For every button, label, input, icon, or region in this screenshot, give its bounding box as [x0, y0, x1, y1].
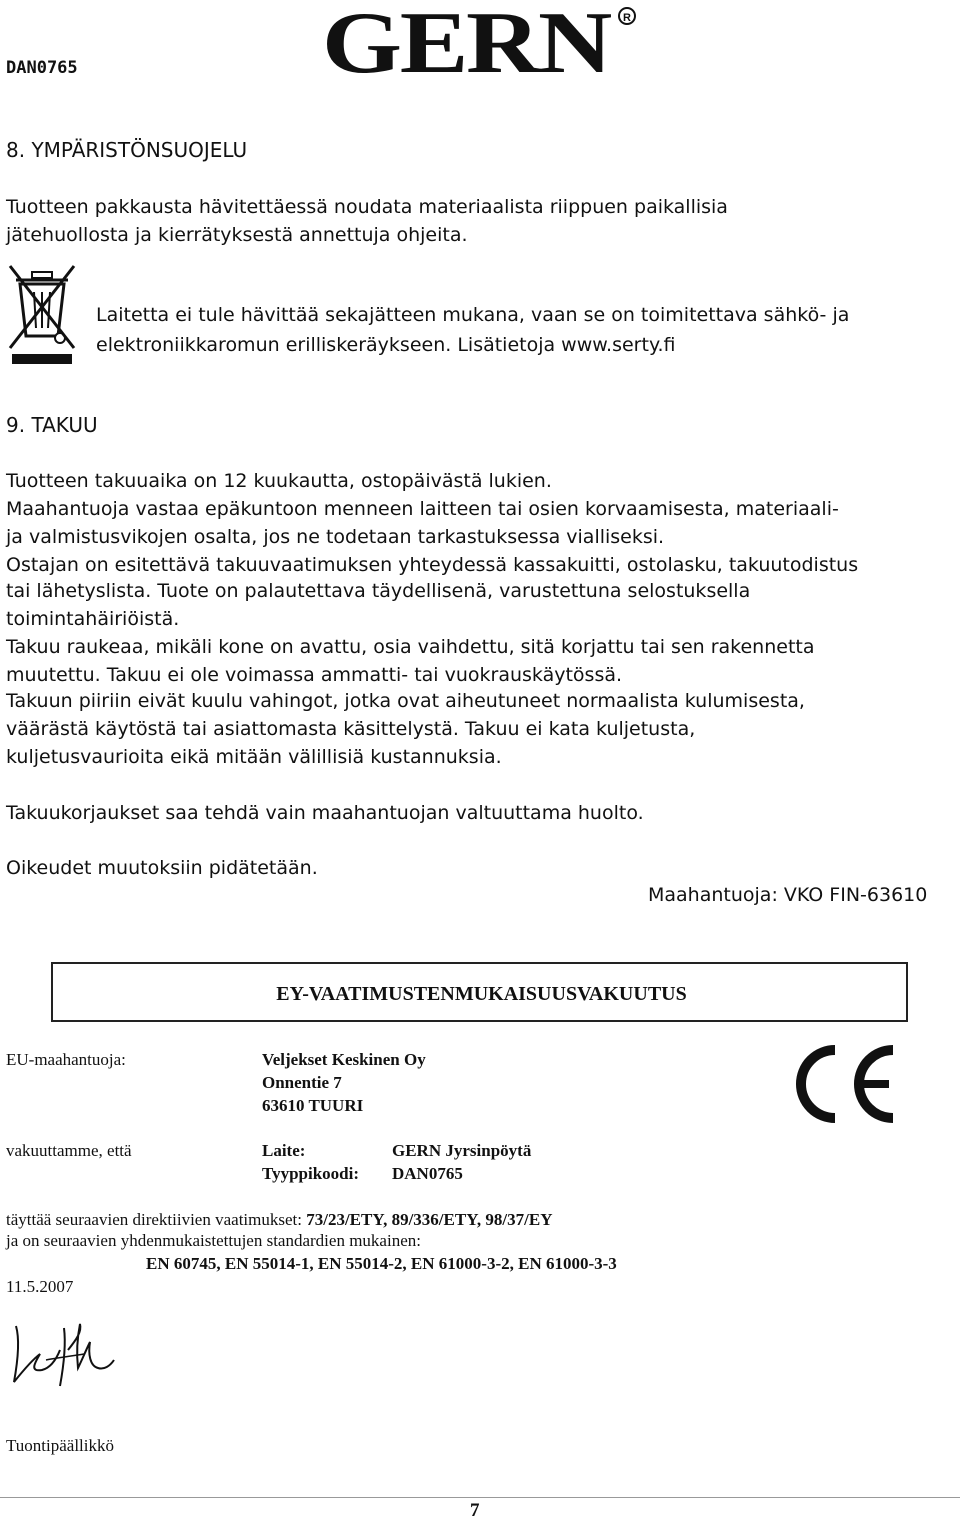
type-code-value: DAN0765	[392, 1164, 463, 1183]
device-value: GERN Jyrsinpöytä	[392, 1141, 532, 1160]
eu-importer-label: EU-maahantuoja:	[6, 1050, 126, 1069]
gern-logo	[322, 0, 642, 80]
section-8-paragraph-line: Tuotteen pakkausta hävitettäessä noudata materiaalista riippuen paikallisia	[6, 196, 728, 218]
warranty-line: väärästä käytöstä tai asiattomasta käsittelystä. Takuu ei kata kuljetusta,	[6, 718, 696, 740]
warranty-line: Tuotteen takuuaika on 12 kuukautta, ostopäivästä lukien.	[6, 470, 552, 492]
standards-value: EN 60745, EN 55014-1, EN 55014-2, EN 61000-3-2, EN 61000-3-3	[146, 1254, 617, 1273]
directives-line	[6, 1210, 552, 1230]
document-code: DAN0765	[6, 58, 78, 78]
declare-label: vakuuttamme, että	[6, 1141, 132, 1160]
warranty-line: Takuu raukeaa, mikäli kone on avattu, osia vaihdettu, sitä korjattu tai sen rakennetta	[6, 636, 815, 658]
warranty-line: Ostajan on esitettävä takuuvaatimuksen yhteydessä kassakuitti, ostolasku, takuutodistus	[6, 554, 859, 576]
signer-title: Tuontipäällikkö	[6, 1436, 114, 1455]
type-code-label: Tyyppikoodi:	[262, 1164, 360, 1183]
directives-value: 73/23/ETY, 89/336/ETY, 98/37/EY	[306, 1210, 553, 1229]
warranty-line: tai lähetyslista. Tuote on palautettava täydellisenä, varustettuna selostuksella	[6, 580, 751, 602]
section-8-paragraph-line: jätehuollosta ja kierrätyksestä annettuja ohjeita.	[6, 224, 468, 246]
standards-intro: ja on seuraavien yhdenmukaistettujen standardien mukainen:	[6, 1231, 421, 1250]
disposal-text-line: elektroniikkaromun erilliskeräykseen. Lisätietoja www.serty.fi	[96, 334, 676, 356]
repair-note: Takuukorjaukset saa tehdä vain maahantuojan valtuuttama huolto.	[6, 802, 644, 824]
warranty-line: Maahantuoja vastaa epäkuntoon menneen laitteen tai osien korvaamisesta, materiaali-	[6, 498, 839, 520]
directives-prefix: täyttää seuraavien direktiivien vaatimukset:	[6, 1210, 307, 1229]
importer-street: Onnentie 7	[262, 1073, 342, 1092]
importer-city: 63610 TUURI	[262, 1096, 364, 1115]
section-9-title: 9. TAKUU	[6, 413, 98, 437]
svg-text:GERN: GERN	[322, 0, 612, 80]
warranty-line: Takuun piiriin eivät kuulu vahingot, jotka ovat aiheutuneet normaalista kulumisesta,	[6, 690, 805, 712]
footer-divider	[0, 1497, 960, 1498]
section-8-title: 8. YMPÄRISTÖNSUOJELU	[6, 138, 248, 162]
warranty-line: muutettu. Takuu ei ole voimassa ammatti- tai vuokrauskäytössä.	[6, 664, 623, 686]
ce-mark-icon	[795, 1044, 901, 1124]
declaration-date: 11.5.2007	[6, 1277, 74, 1296]
svg-text:R: R	[623, 12, 631, 24]
importer-line: Maahantuoja: VKO FIN-63610	[648, 884, 928, 906]
rights-note: Oikeudet muutoksiin pidätetään.	[6, 857, 318, 879]
warranty-line: ja valmistusvikojen osalta, jos ne todetaan tarkastuksessa vialliseksi.	[6, 526, 665, 548]
signature	[6, 1320, 116, 1396]
disposal-text-line: Laitetta ei tule hävittää sekajätteen mukana, vaan se on toimitettava sähkö- ja	[96, 304, 850, 326]
page-number: 7	[470, 1500, 480, 1521]
device-label: Laite:	[262, 1141, 306, 1160]
importer-name: Veljekset Keskinen Oy	[262, 1050, 426, 1069]
warranty-line: toimintahäiriöistä.	[6, 608, 180, 630]
declaration-title-box	[51, 962, 908, 1022]
crossed-out-wheelie-bin-icon	[8, 262, 76, 366]
declaration-title: EY-VAATIMUSTENMUKAISUUSVAKUUTUS	[276, 983, 687, 1005]
warranty-line: kuljetusvaurioita eikä mitään välillisiä kustannuksia.	[6, 746, 502, 768]
